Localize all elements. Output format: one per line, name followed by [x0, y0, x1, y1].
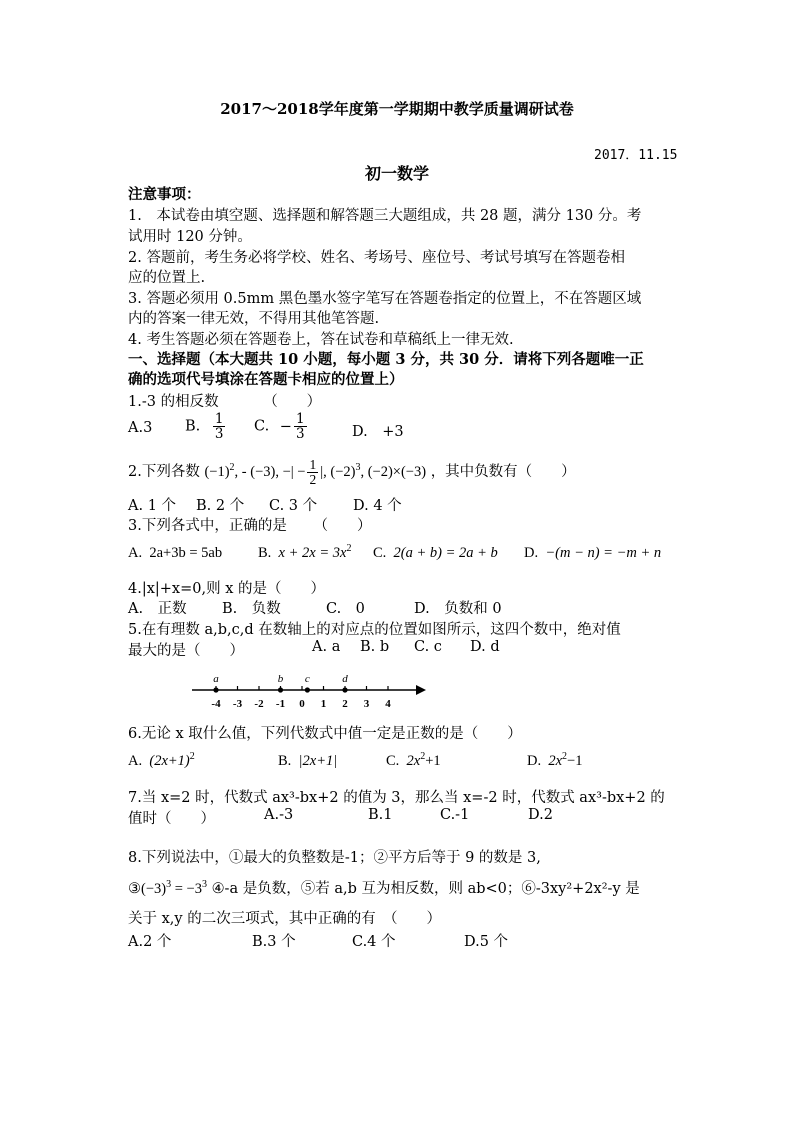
- q4-option-c: C. 0: [326, 601, 365, 617]
- q7-option-a: A.-3: [264, 807, 294, 823]
- q3-option-b: B. $x + 2x = 3x^2$: [258, 543, 352, 561]
- q8-cube-expr: $(-3)^3 = -3^3$: [141, 879, 207, 897]
- q4-option-a: A. 正数: [128, 601, 187, 617]
- q8-option-a: A.2 个: [128, 934, 172, 950]
- number-line-tick-label: -1: [275, 698, 286, 710]
- note-2b: 应的位置上.: [128, 270, 206, 286]
- q6-option-d: D. $2x^2-1$: [527, 751, 583, 769]
- number-line-point-label: c: [304, 673, 310, 685]
- q1-stem: 1.-3 的相反数 （ ）: [128, 394, 322, 410]
- q3-option-a: A. 2a+3b = 5ab: [128, 545, 223, 561]
- q3-option-d: D. −(m − n) = −m + n: [524, 545, 662, 561]
- number-line-point-d: [342, 687, 347, 692]
- q6-stem: 6.无论 x 取什么值，下列代数式中值一定是正数的是（ ）: [128, 726, 522, 742]
- q1-option-c: C. − $\frac{1}{3}$: [254, 411, 305, 443]
- q8-option-c: C.4 个: [352, 934, 396, 950]
- note-1a: 1. 本试卷由填空题、选择题和解答题三大题组成，共 28 题，满分 130 分。考: [128, 208, 642, 224]
- q1-option-b: B. $\frac{1}{3}$: [185, 411, 224, 443]
- q3-option-c: C. 2(a + b) = 2a + b: [373, 545, 498, 561]
- q6-option-b: B. |2x+1|: [278, 753, 338, 769]
- number-line-tick-label: 1: [320, 698, 327, 710]
- q2-option-a: A. 1 个: [128, 498, 177, 514]
- q5-option-d: D. d: [470, 639, 500, 655]
- q8-line-3: 关于 x,y 的二次三项式，其中正确的有 （ ）: [128, 911, 441, 927]
- number-line-tick-label: -4: [211, 698, 221, 710]
- q7-stem-a: 7.当 x=2 时，代数式 ax³-bx+2 的值为 3，那么当 x=-2 时，代数式 ax³-bx+2 的: [128, 790, 665, 806]
- number-line-tick-label: 4: [385, 698, 391, 710]
- q6-option-a: A. $(2x+1)^2$: [128, 751, 195, 769]
- number-line-point-a: [213, 687, 218, 692]
- number-line-tick-label: 3: [363, 698, 370, 710]
- q1-b-fraction: $\frac{1}{3}$: [214, 411, 224, 443]
- q8-option-d: D.5 个: [464, 934, 509, 950]
- number-line-tick-label: -3: [232, 698, 243, 710]
- q4-option-d: D. 负数和 0: [414, 601, 502, 617]
- section1-heading-b: 确的选项代号填涂在答题卡相应的位置上）: [128, 371, 404, 388]
- note-3b: 内的答案一律无效，不得用其他笔答题.: [128, 311, 380, 327]
- subject-title: 初一数学: [364, 164, 429, 183]
- q1-option-a: A.3: [128, 420, 153, 436]
- note-1b: 试用时 120 分钟。: [128, 229, 252, 245]
- section1-heading-a: 一、选择题（本大题共 10 小题，每小题 3 分，共 30 分．请将下列各题唯一正: [128, 351, 644, 368]
- q5-option-b: B. b: [360, 639, 390, 655]
- q2-option-d: D. 4 个: [353, 498, 402, 514]
- note-2a: 2. 答题前，考生务必将学校、姓名、考场号、座位号、考试号填写在答题卷相: [128, 250, 625, 266]
- q8-line-1: 8.下列说法中，①最大的负整数是-1；②平方后等于 9 的数是 3,: [128, 850, 541, 866]
- q5-option-a: A. a: [312, 639, 341, 655]
- exam-title: 2017～2018学年度第一学期期中教学质量调研试卷: [220, 100, 574, 118]
- q6-option-c: C. $2x^2+1$: [386, 751, 441, 769]
- q5-option-c: C. c: [414, 639, 442, 655]
- note-3a: 3. 答题必须用 0.5mm 黑色墨水签字笔写在答题卷指定的位置上，不在答题区域: [128, 291, 642, 307]
- number-line-tick-label: 2: [342, 698, 348, 710]
- number-line-point-label: b: [277, 673, 284, 685]
- q8-option-b: B.3 个: [252, 934, 296, 950]
- q2-option-c: C. 3 个: [269, 498, 318, 514]
- q5-stem-b: 最大的是（ ）: [128, 643, 244, 659]
- q4-option-b: B. 负数: [222, 601, 281, 617]
- q7-option-c: C.-1: [440, 807, 470, 823]
- q2-stem: 2.下列各数 $(-1)^2$, - (−3), −| − $\frac{1}{2}$ |, $(-2)^3$, (−2)×(−3) ，其中负数有（ ）: [128, 457, 576, 488]
- number-line-point-c: [305, 687, 310, 692]
- q2-option-b: B. 2 个: [196, 498, 245, 514]
- q1-c-fraction: $\frac{1}{3}$: [295, 411, 305, 443]
- number-line-point-b: [278, 687, 283, 692]
- q2-numbers: $(-1)^2$, - (−3), −| − $\frac{1}{2}$ |, $(-2)^3$, (−2)×(−3): [204, 457, 427, 488]
- q3-stem: 3.下列各式中，正确的是 （ ）: [128, 518, 372, 534]
- number-line-arrow: [416, 685, 426, 695]
- q7-stem-b: 值时（ ）: [128, 811, 215, 827]
- q8-line-2: $③(-3)^3 = -3^3$ ④-a 是负数，⑤若 a,b 互为相反数，则 ab<0；⑥-3xy²+2x²-y 是: [128, 879, 640, 897]
- number-line-figure: [190, 668, 430, 712]
- notes-heading: 注意事项：: [128, 186, 201, 203]
- exam-date: 2017．11.15: [594, 148, 678, 163]
- number-line-tick-label: 0: [299, 698, 305, 710]
- q7-option-b: B.1: [368, 807, 393, 823]
- number-line-tick-label: -2: [254, 698, 264, 710]
- q5-stem-a: 5.在有理数 a,b,c,d 在数轴上的对应点的位置如图所示，这四个数中，绝对值: [128, 622, 621, 638]
- q1-option-d: D. +3: [352, 424, 404, 440]
- note-4: 4. 考生答题必须在答题卷上，答在试卷和草稿纸上一律无效.: [128, 332, 514, 348]
- q7-option-d: D.2: [528, 807, 553, 823]
- q4-stem: 4.|x|+x=0,则 x 的是（ ）: [128, 581, 325, 597]
- number-line-point-label: d: [342, 673, 348, 685]
- number-line-point-label: a: [213, 673, 219, 685]
